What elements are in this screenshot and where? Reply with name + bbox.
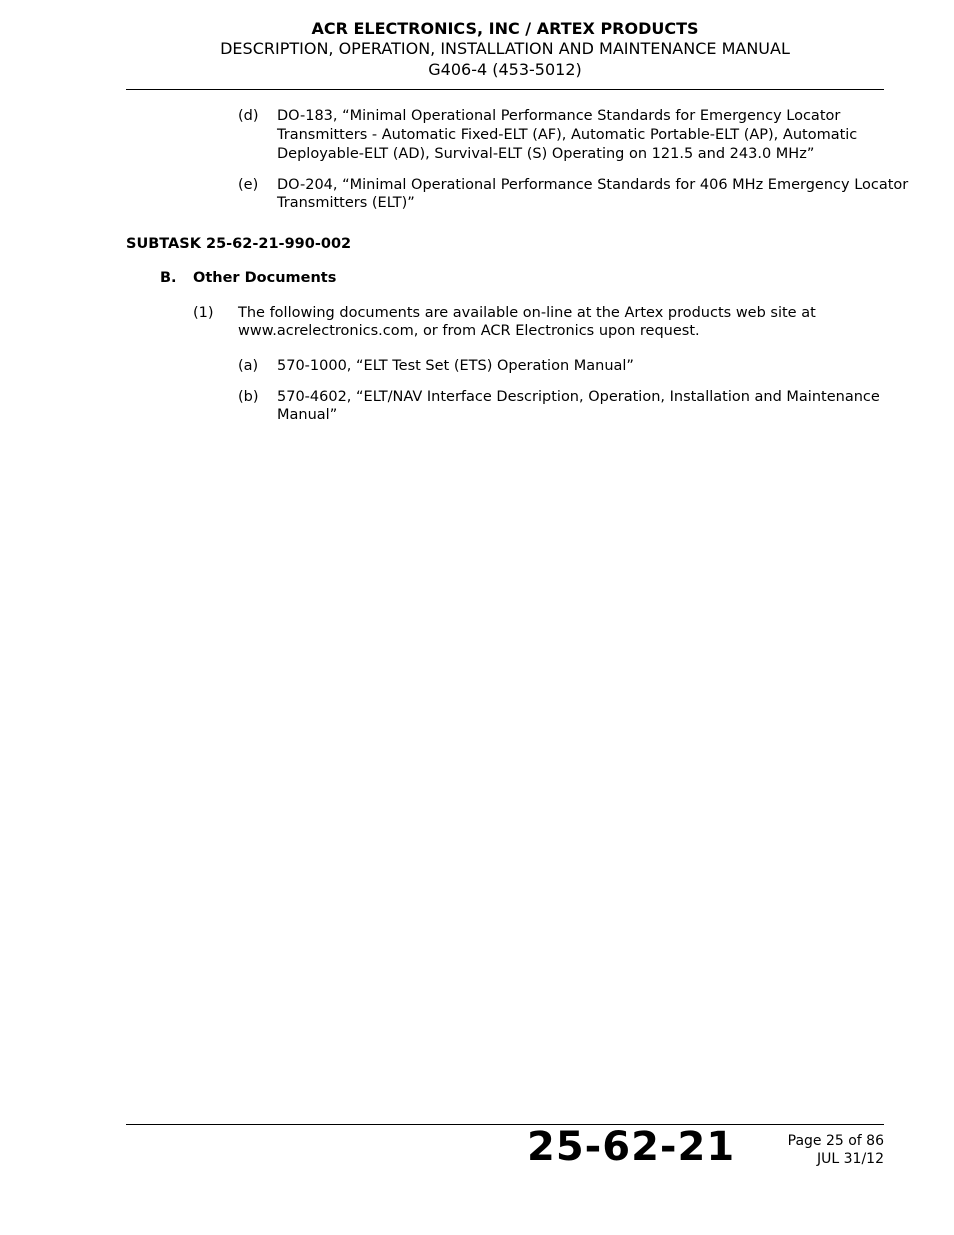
item-a-label: (a) [238,358,259,374]
section-title: Other Documents [193,270,337,286]
item-d-line-1: DO-183, “Minimal Operational Performance Standards for Emergency Locator [277,108,841,124]
header-title: DESCRIPTION, OPERATION, INSTALLATION AND MAINTENANCE MANUAL [220,39,790,58]
item-e-label: (e) [238,177,259,193]
header-model: G406-4 (453-5012) [428,60,582,79]
item-e-line-2: Transmitters (ELT)” [277,195,415,211]
paragraph-label: (1) [193,305,214,321]
subtask-heading: SUBTASK 25-62-21-990-002 [126,236,352,252]
paragraph-line-1: The following documents are available on-line at the Artex products web site at [238,305,816,321]
item-b-line-2: Manual” [277,407,338,423]
item-b-label: (b) [238,389,259,405]
item-a-line-1: 570-1000, “ELT Test Set (ETS) Operation Manual” [277,358,634,374]
footer-page-number: Page 25 of 86 [787,1133,884,1149]
item-b-line-1: 570-4602, “ELT/NAV Interface Description, Operation, Installation and Maintenance [277,389,880,405]
item-d-label: (d) [238,108,259,124]
item-d-line-2: Transmitters - Automatic Fixed-ELT (AF), Automatic Portable-ELT (AP), Automatic [277,127,858,143]
footer-date: JUL 31/12 [817,1151,884,1167]
section-label: B. [160,270,177,286]
header-company: ACR ELECTRONICS, INC / ARTEX PRODUCTS [311,19,699,38]
item-e-line-1: DO-204, “Minimal Operational Performance Standards for 406 MHz Emergency Locator [277,177,909,193]
footer-page-info [788,1132,884,1168]
header-divider [126,89,884,90]
footer-divider [126,1124,884,1125]
footer-chapter-code: 25-62-21 [527,1124,736,1170]
paragraph-line-2: www.acrelectronics.com, or from ACR Electronics upon request. [238,323,700,339]
item-d-line-3: Deployable-ELT (AD), Survival-ELT (S) Operating on 121.5 and 243.0 MHz” [277,146,815,162]
